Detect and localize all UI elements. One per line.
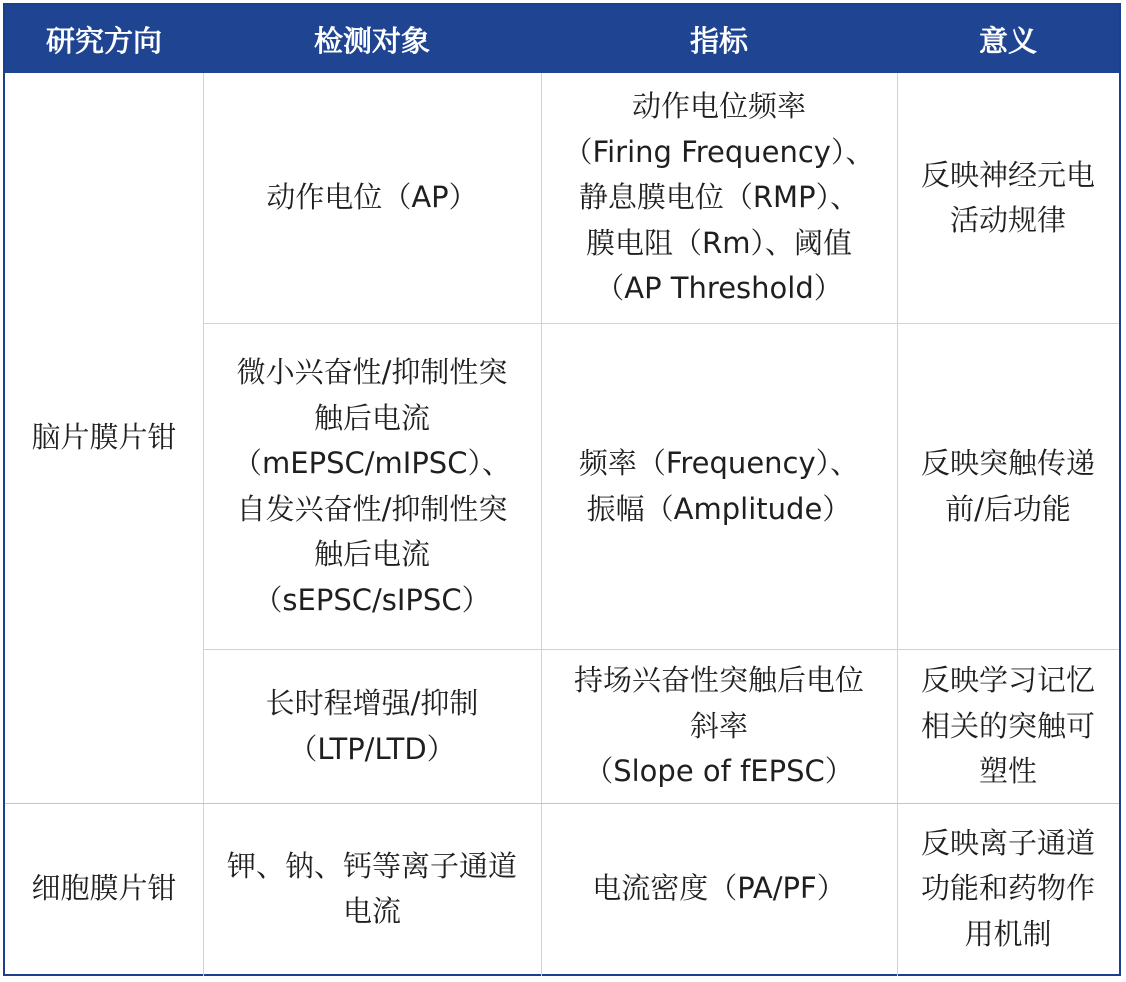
indicator-text: 电流密度（PA/PF） [592,871,846,906]
cell-direction [5,73,203,803]
cell-meaning [897,324,1119,649]
header-meaning: 意义 [978,23,1037,58]
cell-indicator [541,650,897,803]
indicator-text: 动作电位频率 （Firing Frequency）、 静息膜电位（RMP）、 膜电阻（Rm）、阈值 （AP Threshold） [563,89,875,306]
cell-indicator [541,73,897,323]
cell-object [203,73,541,323]
cell-indicator [541,324,897,649]
meaning-text: 反映离子通道 功能和药物作 用机制 [920,825,1095,951]
indicator-text: 持场兴奋性突触后电位 斜率 （Slope of fEPSC） [573,663,864,789]
cell-object [203,650,541,803]
meaning-text: 反映神经元电 活动规律 [920,157,1095,237]
header-object: 检测对象 [313,23,430,58]
cell-object [203,324,541,649]
cell-meaning [897,804,1119,974]
meaning-text: 反映学习记忆 相关的突触可 塑性 [920,663,1095,789]
cell-meaning [897,650,1119,803]
header-indicator: 指标 [689,23,748,58]
table-frame [3,3,1121,976]
meaning-text: 反映突触传递 前/后功能 [920,446,1095,526]
object-text: 长时程增强/抑制 （LTP/LTD） [265,686,479,766]
indicator-text: 频率（Frequency）、 振幅（Amplitude） [578,446,860,526]
object-text: 微小兴奋性/抑制性突 触后电流 （mEPSC/mIPSC）、 自发兴奋性/抑制性突 触后电流 （sEPSC/sIPSC） [233,355,511,617]
table-header [5,5,1119,73]
cell-meaning [897,73,1119,323]
object-text: 动作电位（AP） [266,180,478,215]
direction-label: 细胞膜片钳 [31,871,177,906]
cell-object [203,804,541,974]
cell-direction [5,804,203,974]
header-direction: 研究方向 [45,23,162,58]
direction-label: 脑片膜片钳 [31,420,177,455]
object-text: 钾、钠、钙等离子通道 电流 [226,848,517,928]
cell-indicator [541,804,897,974]
